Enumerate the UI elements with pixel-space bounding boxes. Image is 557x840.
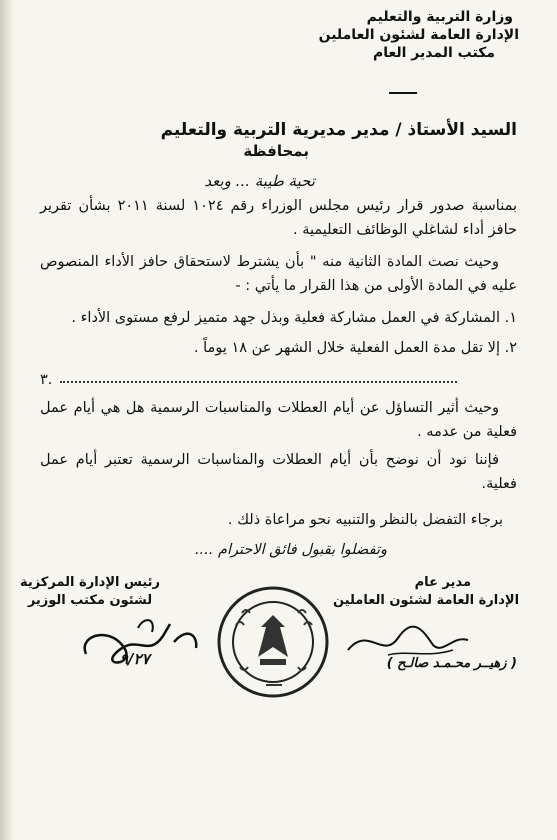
department-name: الإدارة العامة لشئون العاملين	[318, 27, 519, 43]
addressee-province: بمحافظة	[243, 142, 309, 160]
signatory-left	[15, 574, 165, 610]
addressee-title: السيد الأستاذ / مدير مديرية التربية والتعليم	[160, 120, 517, 140]
signatory-right-department: الإدارة العامة لشئون العاملين	[332, 593, 520, 608]
signatory-right	[331, 574, 521, 610]
condition-item-3: ٣.	[40, 372, 53, 388]
handwritten-date: ٩/٢٧	[120, 650, 150, 668]
official-seal-icon	[216, 585, 331, 700]
page-edge-shadow	[0, 0, 14, 840]
paragraph-decree: بمناسبة صدور قرار رئيس مجلس الوزراء رقم ١٠٢٤ لسنة ٢٠١١ بشأن تقرير حافز أداء لشاغلي الوظائف التعليمية .	[40, 198, 517, 238]
condition-item-2: ٢. إلا تقل مدة العمل الفعلية خلال الشهر عن ١٨ يوماً .	[193, 340, 517, 356]
paragraph-article: وحيث نصت المادة الثانية منه " بأن يشترط لاستحقاق حافز الأداء المنصوص عليه في المادة الأولى من هذا القرار ما يأتي : -	[40, 254, 517, 294]
signatory-right-title: مدير عام	[414, 575, 471, 590]
header-divider	[389, 92, 417, 94]
signatory-right-name: ( زهيــر محـمـد صالـح )	[386, 656, 517, 671]
paragraph-request: برجاء التفضل بالنظر والتنبيه نحو مراعاة ذلك .	[227, 512, 503, 528]
letterhead	[259, 8, 519, 62]
signatory-left-office: لشئون مكتب الوزير	[27, 593, 153, 608]
paragraph-clarification: فإننا نود أن نوضح بأن أيام العطلات والمناسبات الرسمية تعتبر أيام عمل فعلية.	[40, 452, 517, 492]
paragraph-question: وحيث أثير التساؤل عن أيام العطلات والمناسبات الرسمية هل هي أيام عمل فعلية من عدمه .	[40, 400, 517, 440]
greeting: تحية طيبة ... وبعد	[204, 172, 315, 190]
office-name: مكتب المدير العام	[372, 45, 495, 61]
blank-dotted-line	[60, 381, 457, 383]
ministry-name: وزارة التربية والتعليم	[366, 9, 513, 25]
closing-salutation: وتفضلوا بقبول فائق الاحترام ....	[194, 542, 387, 558]
signatory-left-title: رئيس الإدارة المركزية	[19, 575, 161, 590]
condition-item-1: ١. المشاركة في العمل مشاركة فعلية وبذل جهد متميز لرفع مستوى الأداء .	[71, 310, 517, 326]
